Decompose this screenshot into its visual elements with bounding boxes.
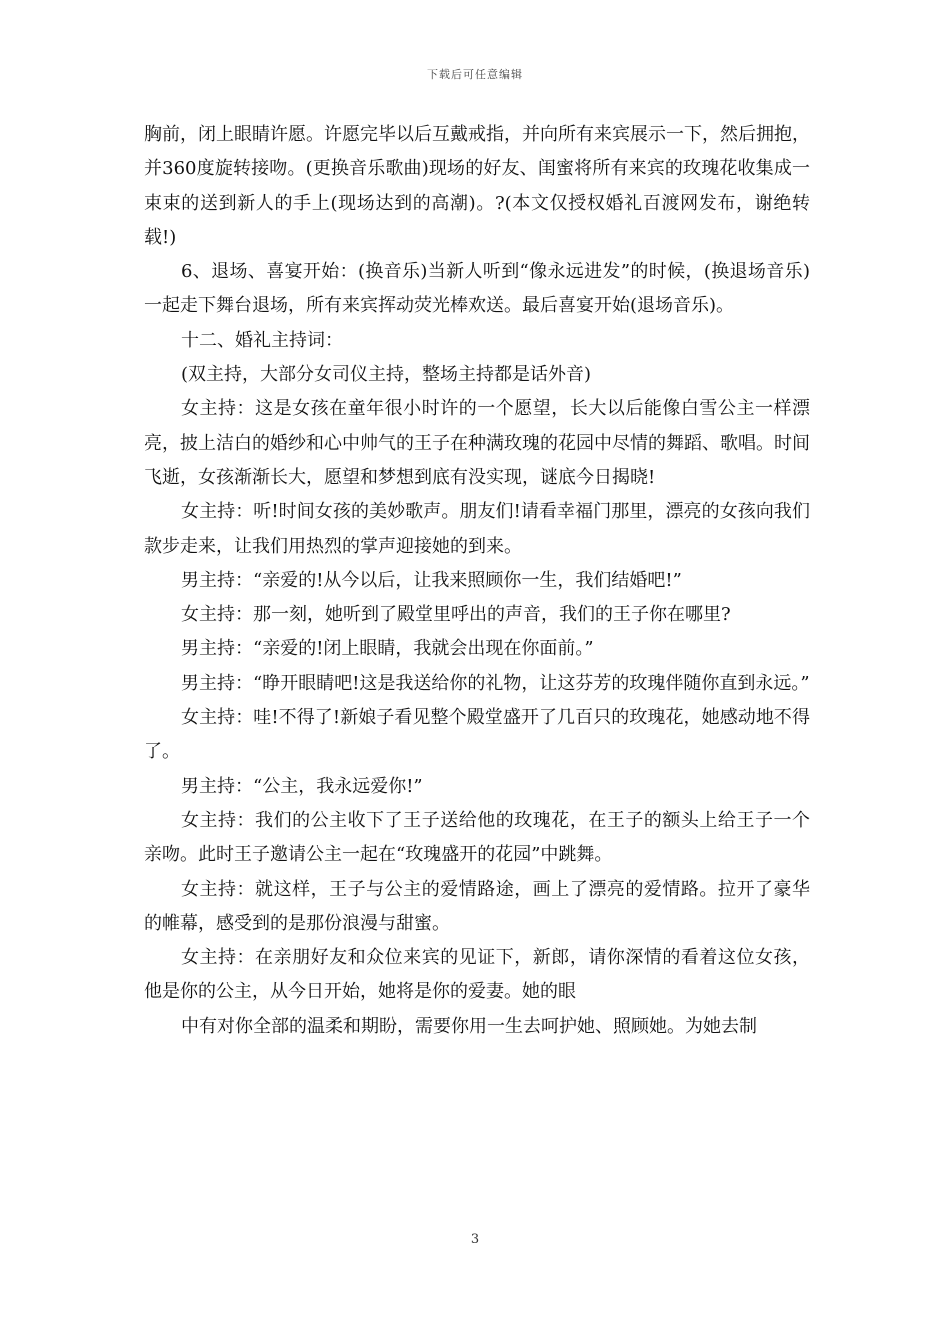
paragraph-dialogue: 女主持：哇!不得了!新娘子看见整个殿堂盛开了几百只的玫瑰花，她感动地不得了。 <box>144 707 810 763</box>
paragraph-dialogue: 男主持：“亲爱的!闭上眼睛，我就会出现在你面前。” <box>181 638 594 660</box>
page-header: 下载后可任意编辑 <box>427 68 523 81</box>
paragraph-note: (双主持，大部分女司仪主持，整场主持都是话外音) <box>181 364 592 386</box>
paragraph-continuation: 胸前，闭上眼睛许愿。许愿完毕以后互戴戒指，并向所有来宾展示一下，然后拥抱，并360度旋转接吻。(更换音乐歌曲)现场的好友、闺蜜将所有来宾的玫瑰花收集成一束束的送到新人的手上(现场达到的高潮)。?(本文仅授权婚礼百渡网发布，谢绝转载!) <box>144 124 810 248</box>
paragraph-dialogue: 男主持：“亲爱的!从今以后，让我来照顾你一生，我们结婚吧!” <box>181 569 682 591</box>
paragraph-dialogue: 男主持：“睁开眼睛吧!这是我送给你的礼物，让这芬芳的玫瑰伴随你直到永远。” <box>181 672 810 694</box>
paragraph-dialogue: 女主持：那一刻，她听到了殿堂里呼出的声音，我们的王子你在哪里? <box>181 604 731 626</box>
paragraph-dialogue: 女主持：听!时间女孩的美妙歌声。朋友们!请看幸福门那里，漂亮的女孩向我们款步走来，让我们用热烈的掌声迎接她的到来。 <box>144 501 810 557</box>
paragraph-dialogue: 女主持：我们的公主收下了王子送给他的玫瑰花，在王子的额头上给王子一个亲吻。此时王子邀请公主一起在“玫瑰盛开的花园”中跳舞。 <box>144 809 810 866</box>
paragraph-dialogue: 男主持：“公主，我永远爱你!” <box>181 775 423 797</box>
paragraph-continuation: 中有对你全部的温柔和期盼，需要你用一生去呵护她、照顾她。为她去制 <box>181 1015 757 1037</box>
paragraph-dialogue: 女主持：这是女孩在童年很小时许的一个愿望，长大以后能像白雪公主一样漂亮，披上洁白的婚纱和心中帅气的王子在种满玫瑰的花园中尽情的舞蹈、歌唱。时间飞逝，女孩渐渐长大，愿望和梦想到底有没实现，谜底今日揭晓! <box>144 398 810 488</box>
paragraph-dialogue: 女主持：就这样，王子与公主的爱情路途，画上了漂亮的爱情路。拉开了豪华的帷幕，感受到的是那份浪漫与甜蜜。 <box>144 878 810 934</box>
document-body <box>144 118 810 1044</box>
paragraph-dialogue: 女主持：在亲朋好友和众位来宾的见证下，新郎，请你深情的看着这位女孩，他是你的公主，从今日开始，她将是你的爱妻。她的眼 <box>144 947 810 1003</box>
page-number: 3 <box>470 1232 480 1247</box>
section-heading: 十二、婚礼主持词： <box>181 329 343 351</box>
paragraph-exit-banquet: 6、退场、喜宴开始：(换音乐)当新人听到“像永远进发”的时候，(换退场音乐)一起走下舞台退场，所有来宾挥动荧光棒欢送。最后喜宴开始(退场音乐)。 <box>144 261 810 317</box>
